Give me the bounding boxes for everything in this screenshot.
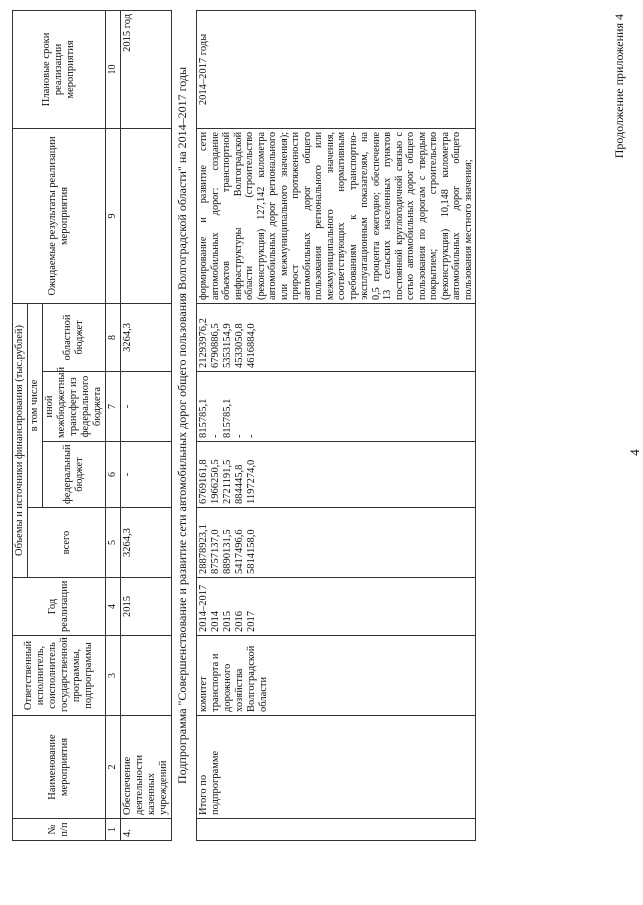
total-results: формирование и развитие сети автомобильных дорог: создание объектов транспортной инфраструктуры Волгоградской области (строительство (реконструкция) 127,142 километра автомобильных дорог регионального или межмуниципального значения); прирост протяженности автомобильных дорог общего пользования регионального или межмуниципального значения, соответствующих нормативным требованиям к транспортно-эксплуатационным показателям, на 0,5 процента ежегодно; обеспечение 13 сельских населенных пунктов постоянной круглогодичной связью с сетью автомобильных дорог общего пользования по дорогам с твердым покрытием; строительство (реконструкция) 10,148 километра автомобильных дорог общего пользования местного значения; — [196, 128, 475, 303]
total-no — [196, 819, 475, 841]
column-number: 5 — [106, 508, 121, 578]
row-total: 3264,3 — [120, 508, 171, 578]
total-terms: 2014–2017 годы — [196, 10, 475, 128]
row-results — [120, 128, 171, 303]
column-number: 9 — [106, 128, 121, 303]
appendix-label: Продолжение приложения 4 — [612, 14, 626, 159]
column-number: 8 — [106, 303, 121, 371]
table-row — [120, 10, 171, 840]
total-regional: 21293976,2 6790886,5 5353154,9 4533050,8 4616884,0 — [196, 303, 475, 371]
header-name: Наименование мероприятия — [13, 716, 106, 819]
header-funding: Объемы и источники финансирования (тыс.рублей) — [13, 303, 28, 577]
total-interbudget: 815785,1 - 815785,1 - - — [196, 372, 475, 442]
row-executor — [120, 636, 171, 716]
header-terms: Плановые сроки реализации мероприятия — [13, 10, 106, 128]
row-federal: - — [120, 442, 171, 508]
total-name: Итого по подпрограмме — [196, 716, 475, 819]
subprogram-title-row — [172, 10, 197, 840]
header-total: всего — [28, 508, 106, 578]
header-executor: Ответственный исполнитель, соисполнитель государственной программы, подпрограммы — [13, 636, 106, 716]
column-number: 6 — [106, 442, 121, 508]
table-row-total — [196, 10, 475, 840]
row-year: 2015 — [120, 578, 171, 636]
column-numbers-row — [106, 10, 121, 840]
column-number: 10 — [106, 10, 121, 128]
row-name: Обеспечение деятельности казенных учреждений — [120, 716, 171, 819]
page-number: 4 — [627, 449, 642, 456]
total-federal: 6769161,8 1966250,5 2721191,5 884445,8 1197274,0 — [196, 442, 475, 508]
header-no: № п/п — [13, 819, 106, 841]
program-table — [12, 10, 476, 841]
total-years: 2014–2017 2014 2015 2016 2017 — [196, 578, 475, 636]
subprogram-title: Подпрограмма "Совершенствование и развитие сети автомобильных дорог общего пользования Волгоградской области" на 2014–2017 годы — [172, 10, 197, 840]
column-number: 3 — [106, 636, 121, 716]
row-interbudget: - — [120, 372, 171, 442]
row-regional: 3264,3 — [120, 303, 171, 371]
column-number: 4 — [106, 578, 121, 636]
header-including: в том числе — [28, 303, 43, 507]
row-terms: 2015 год — [120, 10, 171, 128]
header-year: Год реализации — [13, 578, 106, 636]
total-total: 28878923,1 8757137,0 8890131,5 5417496,6 5814158,0 — [196, 508, 475, 578]
total-executor: комитет транспорта и дорожного хозяйства Волгоградской области — [196, 636, 475, 716]
column-number: 1 — [106, 819, 121, 841]
row-no: 4. — [120, 819, 171, 841]
column-number: 7 — [106, 372, 121, 442]
header-interbudget: иной межбюджетный трансферт из федерального бюджета — [43, 372, 106, 442]
column-number: 2 — [106, 716, 121, 819]
header-regional: областной бюджет — [43, 303, 106, 371]
header-results: Ожидаемые результаты реализации мероприятия — [13, 128, 106, 303]
header-federal: федеральный бюджет — [43, 442, 106, 508]
